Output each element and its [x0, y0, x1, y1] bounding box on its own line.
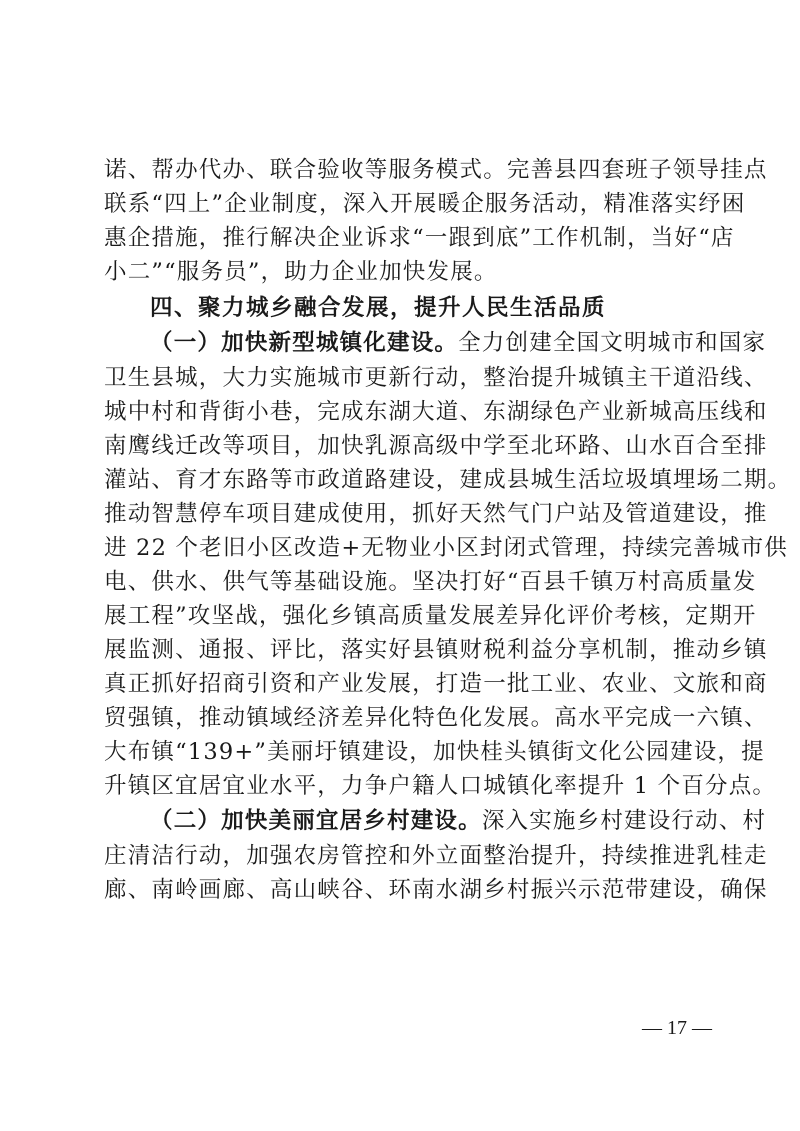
subsection-1-title: （一）加快新型城镇化建设。 — [150, 330, 459, 356]
body-line: 贸强镇，推动镇域经济差异化特色化发展。高水平完成一六镇、 — [104, 705, 768, 731]
subsection-2-title: （二）加快美丽宜居乡村建设。 — [150, 808, 482, 834]
body-line: 升镇区宜居宜业水平，力争户籍人口城镇化率提升 1 个百分点。 — [104, 773, 777, 799]
body-line: 电、供水、供气等基础设施。坚决打好“百县千镇万村高质量发 — [104, 569, 757, 595]
body-line: 大布镇“139+”美丽圩镇建设，加快桂头镇街文化公园建设，提 — [104, 739, 765, 765]
body-line: 卫生县城，大力实施城市更新行动，整治提升城镇主干道沿线、 — [104, 365, 768, 391]
body-line: 南鹰线迁改等项目，加快乳源高级中学至北环路、山水百合至排 — [104, 433, 768, 459]
body-line: 惠企措施，推行解决企业诉求“一跟到底”工作机制，当好“店 — [104, 225, 735, 251]
body-line: 庄清洁行动，加强农房管控和外立面整治提升，持续推进乳桂走 — [104, 843, 768, 869]
body-line: 小二”“服务员”，助力企业加快发展。 — [104, 259, 498, 285]
subsection-1-first-line — [150, 328, 767, 358]
body-line: 廊、南岭画廊、高山峡谷、环南水湖乡村振兴示范带建设，确保 — [104, 877, 768, 903]
body-line: 联系“四上”企业制度，深入开展暖企服务活动，精准落实纾困 — [104, 191, 746, 217]
body-line: 城中村和背街小巷，完成东湖大道、东湖绿色产业新城高压线和 — [104, 399, 768, 425]
section-heading: 四、聚力城乡融合发展，提升人民生活品质 — [150, 295, 607, 321]
body-line: 真正抓好招商引资和产业发展，打造一批工业、农业、文旅和商 — [104, 671, 768, 697]
body-line: 展监测、通报、评比，落实好县镇财税利益分享机制，推动乡镇 — [104, 637, 768, 663]
page-number: — 17 — — [642, 1017, 712, 1039]
subsection-2-first-line — [150, 806, 767, 836]
body-line: 灌站、育才东路等市政道路建设，建成县城生活垃圾填埋场二期。 — [104, 467, 792, 493]
body-line: 进 22 个老旧小区改造+无物业小区封闭式管理，持续完善城市供 — [104, 535, 788, 561]
subsection-2-text: 深入实施乡村建设行动、村 — [481, 808, 767, 834]
body-line: 展工程”攻坚战，强化乡镇高质量发展差异化评价考核，定期开 — [104, 603, 757, 629]
subsection-1-text: 全力创建全国文明城市和国家 — [458, 330, 767, 356]
body-line: 推动智慧停车项目建成使用，抓好天然气门户站及管道建设，推 — [104, 501, 768, 527]
body-line: 诺、帮办代办、联合验收等服务模式。完善县四套班子领导挂点 — [104, 157, 768, 183]
